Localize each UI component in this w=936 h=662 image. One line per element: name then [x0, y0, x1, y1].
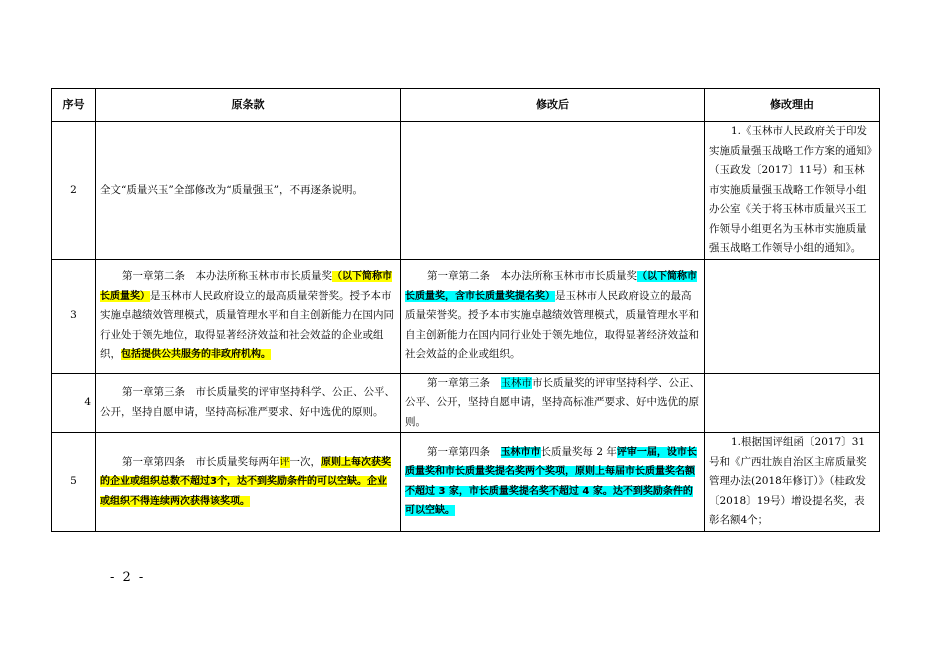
original-text: 全文“质量兴玉”全部修改为“质量强玉”，不再逐条说明。	[100, 183, 363, 196]
highlight-cyan: （以下简称市长质量奖，含市长质量奖提名奖）	[405, 271, 697, 302]
original-cell	[96, 259, 401, 373]
header-original: 原条款	[96, 89, 401, 122]
page-number: - 2 -	[110, 570, 146, 585]
revised-cell	[401, 373, 705, 433]
table-row	[52, 259, 880, 373]
revised-cell	[401, 259, 705, 373]
highlight-cyan: 评审一届，设市长质量奖和市长质量奖提名奖两个奖项，原则上每届市长质量奖名额不超过 3 家，市长质量奖提名奖不超过 4 家。达不到奖励条件的可以空缺。	[405, 446, 697, 517]
highlight-yellow: 原则上每次获奖的企业或组织总数不超过3个，达不到奖励条件的可以空缺。企业或组织不得连续两次获得该奖项。	[100, 456, 391, 507]
table-row	[52, 122, 880, 260]
highlight-cyan: 玉林市市	[500, 446, 541, 458]
original-text: 第一章第二条 本办法所称玉林市市长质量奖	[122, 270, 332, 283]
row-number: 2	[52, 122, 96, 260]
reason-cell	[705, 259, 880, 373]
highlight-yellow: （以下简称市长质量奖）	[100, 271, 392, 302]
reason-cell	[705, 433, 880, 532]
highlight-yellow: 包括提供公共服务的非政府机构。	[121, 349, 271, 361]
revised-text: 第一章第三条	[427, 376, 501, 389]
highlight-yellow: 评	[279, 456, 290, 468]
reason-cell	[705, 373, 880, 433]
revised-text: 长质量奖每 2 年	[540, 445, 617, 458]
row-number: 3	[52, 259, 96, 373]
revised-text: 第一章第二条 本办法所称玉林市市长质量奖	[427, 270, 637, 283]
highlight-cyan: 玉林市	[500, 376, 532, 389]
amendment-table	[51, 88, 880, 532]
original-text: 是玉林市人民政府设立的最高质量荣誉奖。授予本市实施卓越绩效管理模式，质量管理水平和自主创新能力在国内同行业处于领先地位，取得显著经济效益和社会效益的企业或组织，	[100, 289, 394, 361]
reason-text: 1.《玉林市人民政府关于印发实施质量强玉战略工作方案的通知》（玉政发〔2017〕11号）和玉林市实施质量强玉战略工作领导小组办公室《关于将玉林市质量兴玉工作领导小组更名为玉林市实施质量强玉战略工作领导小组的通知》。	[709, 125, 872, 254]
header-row	[52, 89, 880, 122]
row-number: 5	[52, 433, 96, 532]
original-cell	[96, 373, 401, 433]
table-row	[52, 373, 880, 433]
table-row	[52, 433, 880, 532]
reason-text: 1.根据国评组函〔2017〕31号和《广西壮族自治区主席质量奖管理办法(2018年修订）》（桂政发〔2018〕19号）增设提名奖，表彰名额4个；	[709, 436, 867, 526]
revised-text: 市长质量奖的评审坚持科学、公正、公平、公开，坚持自愿申请，坚持高标准严要求、好中选优的原则。	[405, 376, 700, 428]
revised-cell	[401, 433, 705, 532]
original-text: 一次，	[289, 455, 321, 468]
row-number: 4	[52, 373, 96, 433]
original-text: 第一章第三条 市长质量奖的评审坚持科学、公正、公平、公开，坚持自愿申请，坚持高标准严要求、好中选优的原则。	[100, 386, 395, 418]
revised-cell	[401, 122, 705, 260]
header-no: 序号	[52, 89, 96, 122]
header-revised: 修改后	[401, 89, 705, 122]
original-cell	[96, 433, 401, 532]
reason-cell	[705, 122, 880, 260]
revised-text: 第一章第四条	[427, 445, 501, 458]
header-reason: 修改理由	[705, 89, 880, 122]
original-cell	[96, 122, 401, 260]
revised-text: 是玉林市人民政府设立的最高质量荣誉奖。授予本市实施卓越绩效管理模式，质量管理水平和自主创新能力在国内同行业处于领先地位，取得显著经济效益和社会效益的企业或组织。	[405, 289, 699, 361]
original-text: 第一章第四条 市长质量奖每两年	[122, 455, 280, 468]
